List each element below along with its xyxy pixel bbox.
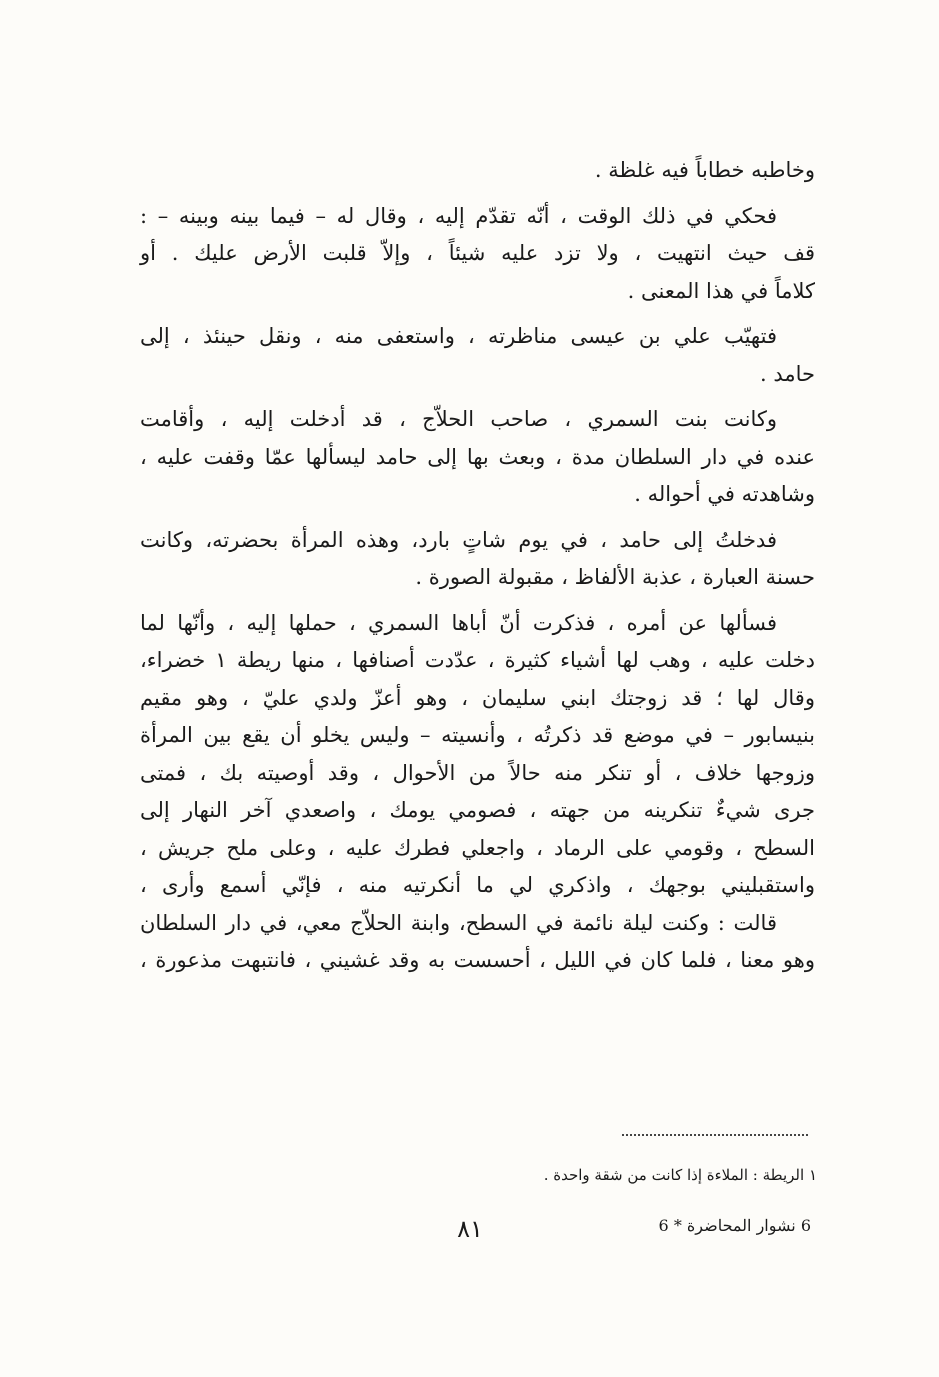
text-line: وزوجها خلاف ، أو تنكر منه حالاً من الأحوال ، وقد أوصيته بك ، فمتى xyxy=(140,760,815,785)
text-line: السطح ، وقومي على الرماد ، واجعلي فطرك عليه ، وعلى ملح جريش ، xyxy=(140,835,815,860)
footnote-separator xyxy=(622,1134,808,1136)
text-line: وقال لها ؛ قد زوجتك ابني سليمان ، وهو أعزّ ولدي عليّ ، وهو مقيم xyxy=(140,685,815,710)
text-line: فتهيّب علي بن عيسى مناظرته ، واستعفى منه ، ونقل حينئذ ، إلى xyxy=(140,324,777,348)
text-line: وخاطبه خطاباً فيه غلظة . xyxy=(594,158,815,182)
text-line: حامد . xyxy=(759,361,815,386)
text-line: حسنة العبارة ، عذبة الألفاظ ، مقبولة الصورة . xyxy=(415,565,815,589)
page-number: ٨١ xyxy=(457,1215,483,1243)
printer-signature: 6 نشوار المحاضرة * 6 xyxy=(658,1216,811,1235)
text-line: وشاهدته في أحواله . xyxy=(634,482,815,506)
text-line: جرى شيءٌ تنكرينه من جهته ، فصومي يومك ، واصعدي آخر النهار إلى xyxy=(140,798,815,822)
text-line: دخلت عليه ، وهب لها أشياء كثيرة ، عدّدت أصنافها ، منها ريطة ١ خضراء، xyxy=(140,648,815,672)
text-line: وهو معنا ، فلما كان في الليل ، أحسست به وقد غشيني ، فانتبهت مذعورة ، xyxy=(140,948,815,972)
text-line: فحكي في ذلك الوقت ، أنّه تقدّم إليه ، وقال له – فيما بينه وبينه – : xyxy=(140,203,777,228)
text-line: عنده في دار السلطان مدة ، وبعث بها إلى حامد ليسألها عمّا وقفت عليه ، xyxy=(140,444,815,469)
text-line: فدخلتُ إلى حامد ، في يوم شاتٍ بارد، وهذه المرأة بحضرته، وكانت xyxy=(140,527,777,552)
text-line: وكانت بنت السمري ، صاحب الحلاّج ، قد أدخلت إليه ، وأقامت xyxy=(140,407,777,431)
text-line: قالت : وكنت ليلة نائمة في السطح، وابنة الحلاّج معي، في دار السلطان xyxy=(140,910,777,935)
main-text xyxy=(140,152,815,980)
footnote: ١ الريطة : الملاءة إذا كانت من شقة واحدة . xyxy=(543,1166,817,1184)
text-line: واستقبليني بوجهك ، واذكري لي ما أنكرتيه منه ، فإنّي أسمع وأرى ، xyxy=(140,873,815,897)
text-line: قف حيث انتهيت ، ولا تزد عليه شيئاً ، وإلاّ قلبت الأرض عليك . أو xyxy=(140,241,815,265)
text-line: فسألها عن أمره ، فذكرت أنّ أباها السمري ، حملها إليه ، وأنّها لما xyxy=(140,610,777,635)
text-line: بنيسابور – في موضع قد ذكرتُه ، وأنسيته – وليس يخلو أن يقع بين المرأة xyxy=(140,723,815,747)
text-line: كلاماً في هذا المعنى . xyxy=(627,278,815,303)
